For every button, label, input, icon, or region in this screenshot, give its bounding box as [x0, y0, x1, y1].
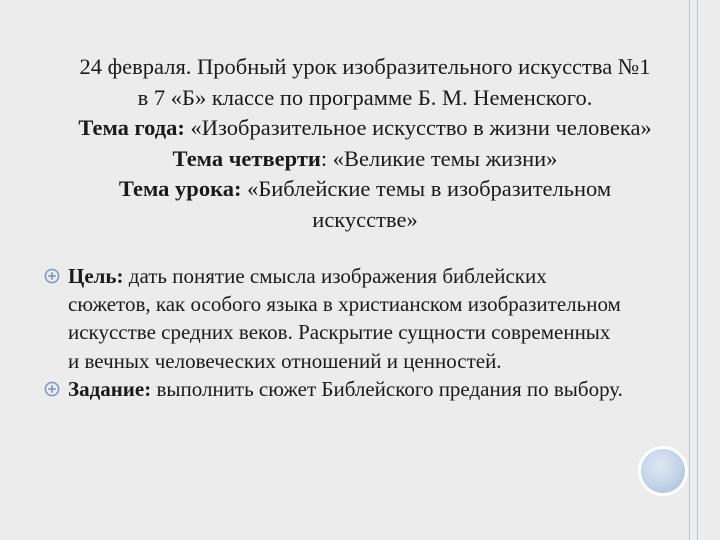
circle-decoration-icon	[641, 449, 685, 493]
slide-title	[20, 52, 710, 235]
year-theme	[20, 113, 710, 144]
bullet-task	[44, 375, 714, 403]
lesson-theme	[20, 174, 710, 205]
task-label: Задание:	[68, 376, 152, 401]
title-line-2: в 7 «Б» классе по программе Б. М. Неменского.	[137, 84, 593, 110]
quarter-theme-value: : «Великие темы жизни»	[320, 145, 558, 171]
task-line	[68, 375, 714, 403]
bullet-list	[44, 262, 714, 403]
lesson-theme-label: Тема урока:	[118, 176, 242, 201]
task-text: выполнить сюжет Библейского предания по выбору.	[151, 376, 623, 401]
quarter-theme	[20, 144, 710, 175]
goal-text-1: дать понятие смысла изображения библейских	[123, 264, 547, 288]
circled-plus-icon	[44, 268, 60, 284]
goal-line-1	[68, 262, 714, 290]
title-line-1: 24 февраля. Пробный урок изобразительного искусства №1	[79, 54, 651, 79]
goal-line-4: и вечных человеческих отношений и ценностей.	[68, 348, 502, 373]
lesson-theme-value-1: «Библейские темы в изобразительном	[241, 176, 612, 201]
lesson-theme-value-2: искусстве»	[312, 206, 418, 232]
goal-label: Цель:	[68, 264, 124, 288]
circled-plus-icon	[44, 381, 60, 397]
bullet-goal	[44, 262, 714, 375]
goal-line-3: искусстве средних веков. Раскрытие сущности современных	[68, 320, 611, 345]
goal-line-2: сюжетов, как особого языка в христианском изобразительном	[68, 292, 621, 317]
quarter-theme-label: Тема четверти	[172, 145, 321, 171]
year-theme-value: «Изобразительное искусство в жизни человека»	[184, 115, 652, 140]
year-theme-label: Тема года:	[78, 115, 185, 140]
